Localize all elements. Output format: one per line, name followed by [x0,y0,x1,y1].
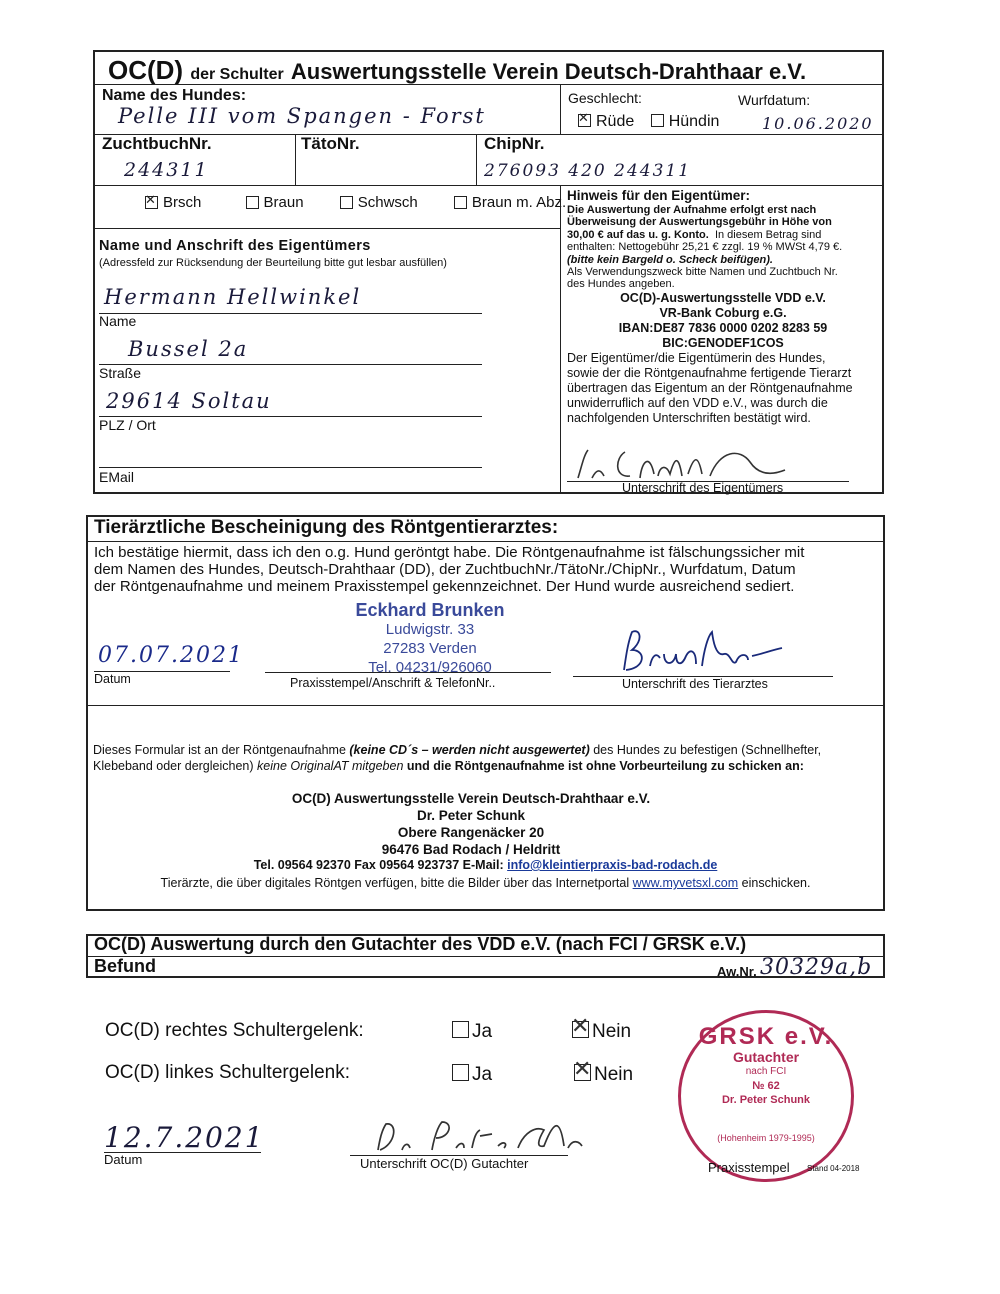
right-yes-checkbox[interactable] [452,1021,469,1038]
instr-emphasis: keine OriginalAT mitgeben [257,759,404,773]
birthdate-value[interactable]: 10.06.2020 [762,114,874,133]
examiner-sig-label: Unterschrift OC(D) Gutachter [360,1156,529,1171]
color-brsch-checkbox[interactable] [145,196,158,209]
vet-statement [94,544,804,595]
instr-emphasis: (keine CD´s – werden nicht ausgewertet) [349,743,590,757]
sex-male-label: Rüde [596,113,635,130]
owner-email-line [99,467,482,468]
address-line: Dr. Peter Schunk [416,808,526,823]
address-line: OC(D) Auswertungsstelle Verein Deutsch-Drahthaar e.V. [291,791,651,806]
aw-value[interactable]: 30329a,b [760,955,873,980]
instructions [93,742,878,774]
hint-line: (bitte kein Bargeld o. Scheck beifügen). [567,253,773,266]
left-no-checkbox[interactable] [574,1064,591,1081]
divider [93,228,561,229]
instr-line [93,742,878,758]
stamp-number: № 62 [752,1080,780,1092]
owner-name-value[interactable]: Hermann Hellwinkel [104,285,362,309]
right-shoulder-no [572,1021,631,1043]
stamp-expert: Gutachter [732,1049,800,1065]
instr-text: Dieses Formular ist an der Röntgenaufnahme [93,743,346,757]
aw-label: Aw.Nr. [717,964,757,979]
divider [476,134,477,185]
hint-line: des Hundes angeben. [567,278,675,291]
divider [86,705,885,706]
divider [93,84,884,85]
vet-sig-label: Unterschrift des Tierarztes [622,677,768,691]
stamp-fci: nach FCI [745,1066,787,1077]
divider [560,185,561,494]
stamp-label: Praxisstempel/Anschrift & TelefonNr.. [290,676,496,690]
tattoo-label: TätoNr. [301,134,360,153]
no-label: Nein [592,1021,632,1042]
hint-line: enthalten: Nettogebühr 25,21 € zzgl. 19 % MWSt 4,79 €. [567,241,843,254]
stamp-street: Ludwigstr. 33 [385,621,475,638]
hint-line: Überweisung der Auswertungsgebühr in Höhe von [567,216,832,229]
color-option-label: Braun m. Abz. [471,194,567,211]
bank-bic: BIC:GENODEF1COS [662,335,784,350]
no-label: Nein [594,1064,634,1085]
birthdate-label: Wurfdatum: [738,92,811,108]
right-shoulder-label: OC(D) rechtes Schultergelenk: [105,1020,364,1041]
portal-link[interactable]: www.myvetsxl.com [632,876,739,890]
grsk-stamp [678,1010,854,1182]
studbook-label: ZuchtbuchNr. [102,134,212,153]
color-options [145,194,566,211]
color-braun-abz-checkbox[interactable] [454,196,467,209]
owner-heading: Name und Anschrift des Eigentümers [99,238,371,254]
yes-label: Ja [472,1021,493,1042]
owner-email-label: EMail [99,469,135,485]
bank-iban: IBAN:DE87 7836 0000 0202 8283 59 [618,320,828,335]
address-line: Obere Rangenäcker 20 [397,825,545,840]
vet-signature[interactable] [612,626,792,676]
right-no-checkbox[interactable] [572,1021,589,1038]
instr-line [93,758,878,774]
sex-label: Geschlecht: [568,90,642,106]
owner-street-value[interactable]: Bussel 2a [128,337,249,361]
stamp-org: GRSK e.V. [698,1023,834,1050]
owner-sig-label: Unterschrift des Eigentümers [622,481,784,495]
hint-line: Als Verwendungszweck bitte Namen und Zuchtbuch Nr. [567,266,838,279]
digital-note [86,876,885,890]
owner-city-value[interactable]: 29614 Soltau [106,389,272,413]
sex-male-checkbox[interactable] [578,114,591,127]
owner-signature[interactable] [570,440,810,485]
stamp-line [265,672,551,673]
left-yes-checkbox[interactable] [452,1064,469,1081]
right-shoulder-yes [452,1021,492,1043]
hint-text: übertragen das Eigentum an der Röntgenaufnahme [567,380,853,395]
practice-stamp [318,601,542,677]
instr-text: Klebeband oder dergleichen) [93,759,254,773]
stamp-phone: Tel. 04231/926060 [368,659,492,676]
owner-name-label: Name [99,313,137,329]
stamp-person: Dr. Peter Schunk [721,1094,811,1106]
vet-date-label: Datum [94,672,131,686]
left-shoulder-yes [452,1064,492,1086]
owner-street-label: Straße [99,365,142,381]
bank-name: VR-Bank Coburg e.G. [659,305,787,320]
title-ocd: OC(D) [108,55,184,85]
hint-title: Hinweis für den Eigentümer: [567,188,751,203]
color-schwsch-checkbox[interactable] [340,196,353,209]
digital-text: einschicken. [741,876,811,890]
studbook-value[interactable]: 244311 [124,159,209,181]
dog-name-value[interactable]: Pelle III vom Spangen - Forst [118,104,486,128]
dog-name-label: Name des Hundes: [102,87,247,104]
instr-text: des Hundes zu befestigen (Schnellhefter, [593,743,822,757]
form-version: Stand 04-2018 [807,1164,860,1173]
instr-bold: und die Röntgenaufnahme ist ohne Vorbeurteilung zu schicken an: [406,759,804,773]
bank-org: OC(D)-Auswertungsstelle VDD e.V. [620,290,826,305]
divider [93,185,884,186]
title-org: Auswertungsstelle Verein Deutsch-Drahthaar e.V. [290,59,807,84]
evaluation-title: OC(D) Auswertung durch den Gutachter des VDD e.V. (nach FCI / GRSK e.V.) [94,934,747,954]
practice-stamp-label: Praxisstempel [708,1160,790,1175]
sex-options [578,113,719,131]
mailing-address [86,790,856,858]
vet-line: Ich bestätige hiermit, dass ich den o.g. Hund geröntgt habe. Die Röntgenaufnahme ist fälschungssicher mit [94,544,805,561]
form-title [108,55,806,86]
left-shoulder-no [574,1064,633,1086]
color-option-label: Brsch [163,194,202,211]
divider [295,134,296,185]
hint-fee: 30,00 € auf das u. g. Konto. [567,228,709,241]
contact-email-link[interactable]: info@kleintierpraxis-bad-rodach.de [507,858,718,872]
divider [560,84,561,134]
owner-city-line [99,416,482,417]
hint-text: nachfolgenden Unterschriften bestätigt wird. [567,410,811,425]
hint-text: Der Eigentümer/die Eigentümerin des Hundes, [567,350,826,365]
owner-hint [567,188,879,426]
hint-line [567,229,879,241]
color-option-label: Schwsch [357,194,418,211]
hint-text: sowie der die Röntgenaufnahme fertigende Tierarzt [567,365,852,380]
contact-phone-fax: Tel. 09564 92370 Fax 09564 923737 E-Mail: [253,858,504,872]
stamp-rim: (Hohenheim 1979-1995) [717,1133,815,1143]
sex-female-label: Hündin [668,113,720,130]
stamp-name: Eckhard Brunken [355,600,505,620]
owner-city-label: PLZ / Ort [99,417,156,433]
digital-text: Tierärzte, die über digitales Röntgen verfügen, bitte die Bilder über das Internetportal [160,876,630,890]
vet-title: Tierärztliche Bescheinigung des Röntgentierarztes: [94,517,559,538]
eval-date-label: Datum [104,1152,143,1167]
examiner-signature[interactable] [368,1110,588,1158]
stamp-city: 27283 Verden [383,640,477,657]
chip-value[interactable]: 276093 420 244311 [484,161,692,181]
hint-line: Die Auswertung der Aufnahme erfolgt erst nach [567,204,817,216]
sex-female-checkbox[interactable] [651,114,664,127]
title-joint: der Schulter [190,66,284,83]
hint-text: unwiderruflich auf den VDD e.V., was durch die [567,395,828,410]
left-shoulder-label: OC(D) linkes Schultergelenk: [105,1062,350,1083]
owner-subheading: (Adressfeld zur Rücksendung der Beurteilung bitte gut lesbar ausfüllen) [99,257,447,269]
color-braun-checkbox[interactable] [246,196,259,209]
hint-fee-note: In diesem Betrag sind [714,228,822,241]
address-line: 96476 Bad Rodach / Heldritt [381,842,561,857]
contact-line [86,858,885,872]
owner-name-line [99,313,482,314]
divider [86,541,885,542]
vet-line: dem Namen des Hundes, Deutsch-Drahthaar (DD), der ZuchtbuchNr./TätoNr./ChipNr., Wurfdatum, Datum [94,561,796,578]
yes-label: Ja [472,1064,493,1085]
vet-line: der Röntgenaufnahme und meinem Praxisstempel gekennzeichnet. Der Hund wurde ausreichend sediert. [94,578,795,595]
owner-street-line [99,364,482,365]
eval-date-value[interactable]: 12.7.2021 [104,1121,265,1154]
vet-date-value[interactable]: 07.07.2021 [98,643,244,668]
chip-label: ChipNr. [484,134,545,153]
color-option-label: Braun [263,194,304,211]
finding-label: Befund [94,956,156,976]
